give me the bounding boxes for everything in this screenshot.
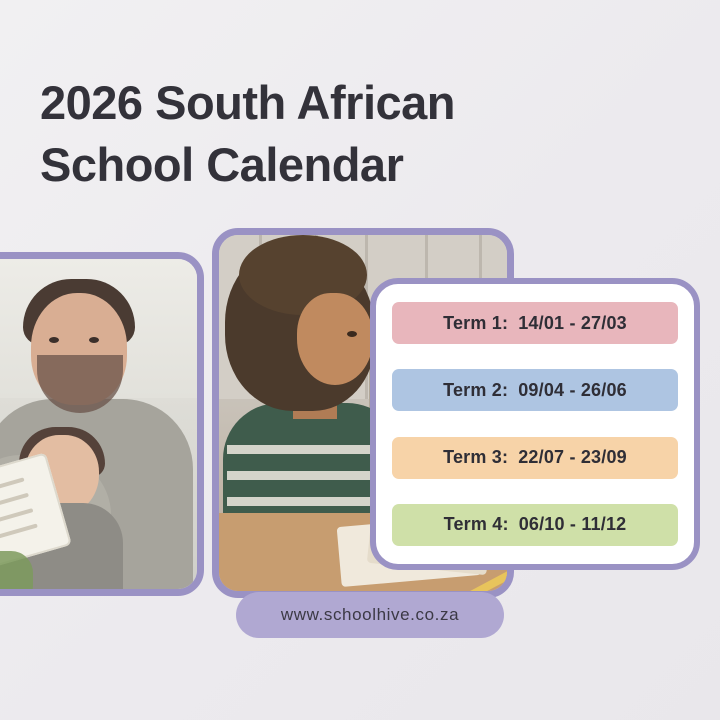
website-url: www.schoolhive.co.za [280,605,460,624]
page-title [40,72,660,196]
term-dates: 09/04 - 26/06 [518,379,627,400]
term-label: Term 4: [443,514,509,535]
term-label: Term 1: [443,312,509,333]
photo-card-left [0,252,204,596]
term-dates: 06/10 - 11/12 [518,514,627,535]
term-row [392,504,678,546]
photo-father-and-child [0,259,197,589]
term-label: Term 2: [443,379,509,400]
term-row [392,302,678,344]
term-dates: 14/01 - 27/03 [518,312,627,333]
term-row [392,369,678,411]
title-line-1: 2026 South African [40,76,455,129]
term-row [392,437,678,479]
term-dates-card [370,278,700,570]
title-line-2: School Calendar [40,138,404,192]
term-dates: 22/07 - 23/09 [518,447,627,468]
website-pill[interactable] [236,592,504,638]
term-label: Term 3: [443,447,509,468]
